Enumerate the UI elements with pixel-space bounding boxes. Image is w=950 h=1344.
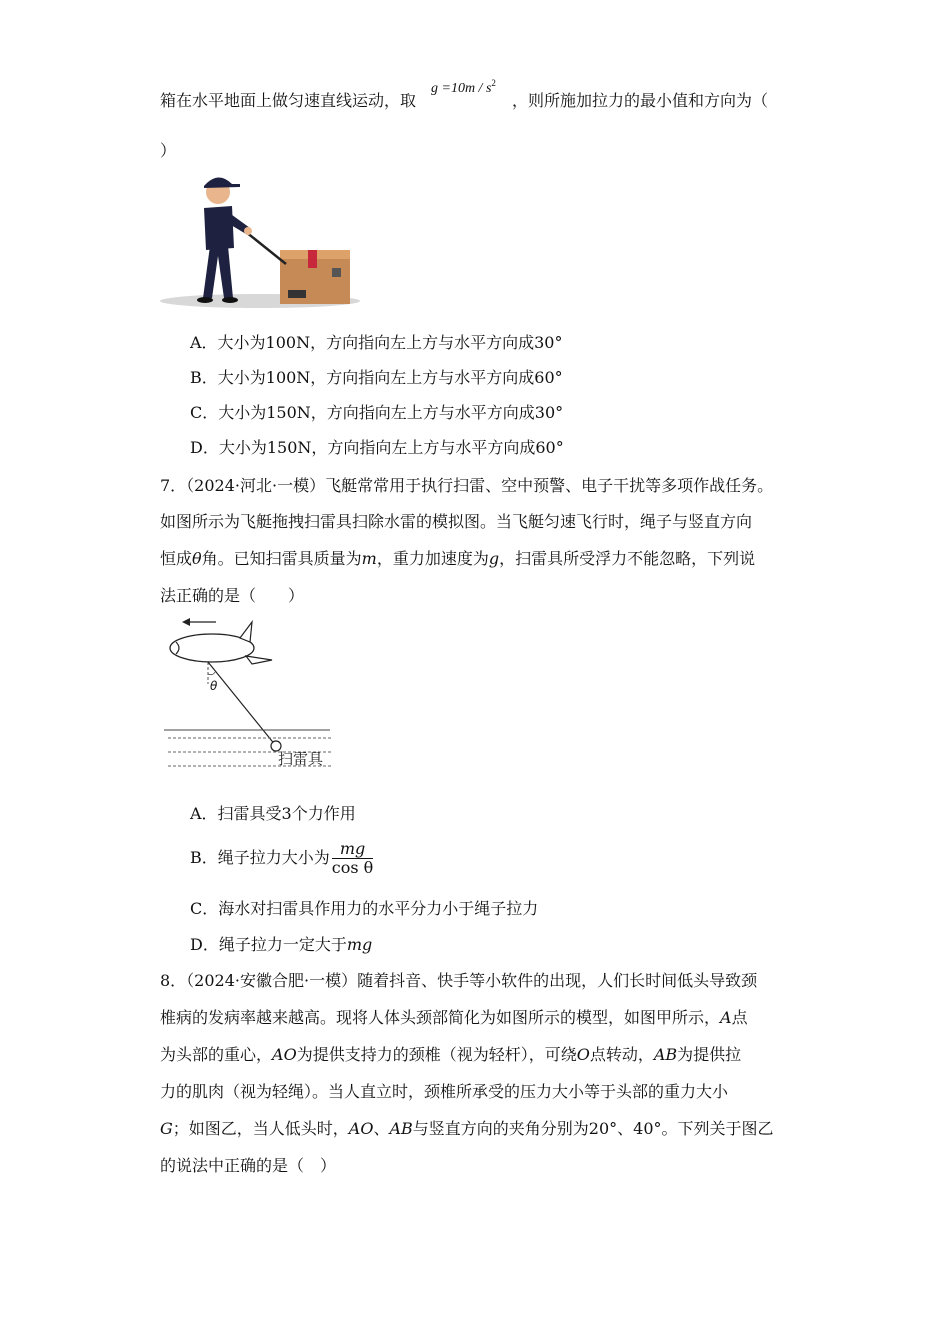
q8-text: 与竖直方向的夹角分别为20°、40°。下列关于图乙 [412,1119,774,1138]
q7-option-c: C．海水对扫雷具作用力的水平分力小于绳子拉力 [190,899,539,918]
q8-ao: AO [272,1045,297,1064]
q7-option-d-text: D．绳子拉力一定大于 [190,935,347,954]
q7-text: 恒成 [160,549,193,568]
man-hand [244,227,252,235]
q8-text: 椎病的发病率越来越高。现将人体头颈部简化为如图所示的模型，如图甲所示， [160,1008,721,1027]
q8-text: ；如图乙，当人低头时， [172,1119,349,1138]
q7-stem-line2: 如图所示为飞艇拖拽扫雷具扫除水雷的模拟图。当飞艇匀速飞行时，绳子与竖直方向 [160,512,753,531]
q8-stem-line1: 8．（2024·安徽合肥·一模）随着抖音、快手等小软件的出现，人们长时间低头导致颈 [160,971,758,990]
q8-text: 为头部的重心， [160,1045,273,1064]
q8-text: 点 [731,1008,748,1027]
q8-weight-g: G [160,1119,173,1138]
q6-stem-text: 箱在水平地面上做匀速直线运动，取 [160,91,417,110]
q7-option-a: A．扫雷具受3个力作用 [190,804,356,823]
tow-rope [208,662,276,746]
g-formula [431,78,496,97]
q8-text: 为提供拉 [677,1045,742,1064]
q8-ab: AB [653,1045,678,1064]
airship-tail-fin [240,622,252,642]
q8-point-o: O [576,1045,590,1064]
q8-stem-line2 [160,1007,748,1029]
arrow-head [182,618,190,626]
q6-option-a: A．大小为100N，方向指向左上方与水平方向成30° [190,333,563,352]
q8-text: 为提供支持力的颈椎（视为轻杆），可绕 [296,1045,577,1064]
fraction-numerator: mg [332,840,374,859]
g-formula-text: g =10m / s [431,81,492,96]
q8-ab: AB [389,1119,413,1138]
q7-stem-line3 [160,548,755,570]
fraction-denominator: cos θ [331,858,374,877]
q6-option-c: C．大小为150N，方向指向左上方与水平方向成30° [190,403,564,422]
q8-stem-line5 [160,1118,774,1140]
box-symbols [288,290,306,298]
q8-text: 点转动， [589,1045,654,1064]
q7-option-b-text: B．绳子拉力大小为 [190,848,330,867]
man-legs [203,246,233,298]
airship-figure [160,612,340,772]
q8-stem-line6: 的说法中正确的是（ ） [160,1156,337,1175]
q6-option-b: B．大小为100N，方向指向左上方与水平方向成60° [190,368,563,387]
q7-text: 角。已知扫雷具质量为 [201,549,362,568]
box-barcode [332,268,341,277]
q6-stem-line2 [160,140,176,162]
q8-ao: AO [348,1119,374,1138]
q7-mass: m [361,549,377,568]
q7-option-d [190,934,372,956]
airship-lower-fin [246,656,272,664]
q7-text: ，重力加速度为 [376,549,489,568]
q7-gravity: g [488,549,500,568]
q7-stem-line4: 法正确的是（ ） [160,586,305,605]
q7-text: ，扫雷具所受浮力不能忽略，下列说 [499,549,756,568]
tension-fraction [332,840,374,877]
q6-option-d: D．大小为150N，方向指向左上方与水平方向成60° [190,438,564,457]
q8-stem-line3 [160,1044,741,1066]
q8-stem-line4: 力的肌肉（视为轻绳）。当人直立时，颈椎所承受的压力大小等于头部的重力大小 [160,1082,729,1101]
g-formula-exponent: 2 [491,78,496,88]
q8-text: 、 [373,1119,390,1138]
right-shoe [222,297,238,303]
q6-stem-line1 [160,90,416,112]
q7-option-b [190,840,373,877]
q6-stem-tail: ，则所施加拉力的最小值和方向为（ [512,91,769,110]
man-torso [204,206,234,250]
q7-stem-line1: 7．（2024·河北·一模）飞艇常常用于执行扫雷、空中预警、电子干扰等多项作战任务。 [160,476,774,495]
box-tape [308,250,317,268]
q8-point-a: A [720,1008,732,1027]
q7-theta: θ [192,549,202,568]
q6-close-paren: ） [160,141,177,160]
figure-theta-label: θ [210,679,218,693]
theta-arc [208,672,215,675]
man-cap [204,177,240,188]
push-pole [246,232,286,264]
left-shoe [197,297,213,303]
mine-sweeper-label: 扫雷具 [278,750,324,768]
q7-option-d-mg: mg [346,935,373,954]
man-pushing-box-figure [158,168,363,310]
q6-stem-line1-tail [512,90,768,112]
